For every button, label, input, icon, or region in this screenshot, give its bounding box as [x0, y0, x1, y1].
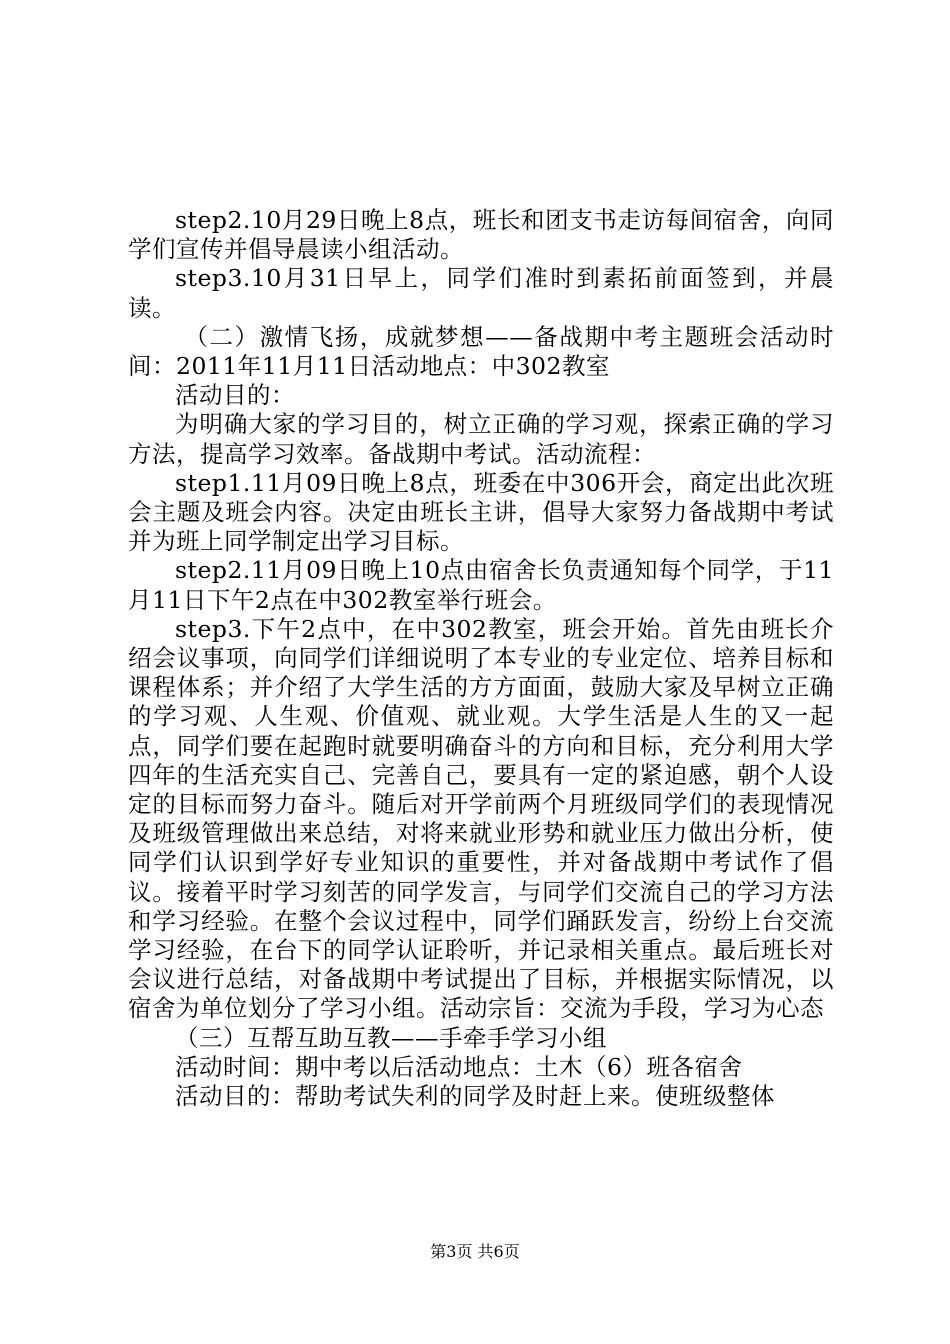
page-footer: 第3页 共6页: [430, 1242, 520, 1261]
paragraph-step3-meeting: step3.下午2点中，在中302教室，班会开始。首先由班长介绍会议事项，向同学们详细说明了本专业的专业定位、培养目标和课程体系；并介绍了大学生活的方方面面，鼓励大家及早树立正确的学习观、人生观、价值观、就业观。大学生活是人生的又一起点，同学们要在起跑时就要明确奋斗的方向和目标，充分利用大学四年的生活充实自己、完善自己，要具有一定的紧迫感，朝个人设定的目标而努力奋斗。随后对开学前两个月班级同学们的表现情况及班级管理做出来总结，对将来就业形势和就业压力做出分析，使同学们认识到学好专业知识的重要性，并对备战期中考试作了倡议。接着平时学习刻苦的同学发言，与同学们交流自己的学习方法和学习经验。在整个会议过程中，同学们踊跃发言，纷纷上台交流学习经验，在台下的同学认证聆听，并记录相关重点。最后班长对会议进行总结，对备战期中考试提出了目标，并根据实际情况，以宿舍为单位划分了学习小组。活动宗旨：交流为手段，学习为心态: [128, 614, 834, 1023]
paragraph-activity-purpose: 为明确大家的学习目的，树立正确的学习观，探索正确的学习方法，提高学习效率。备战期中考试。活动流程：: [128, 410, 834, 468]
paragraph-activity-purpose-label: 活动目的：: [175, 381, 295, 410]
paragraph-activity-goal: 活动目的：帮助考试失利的同学及时赶上来。使班级整体: [175, 1082, 775, 1111]
paragraph-step2-oct29: step2.10月29日晚上8点，班长和团支书走访每间宿舍，向同学们宣传并倡导晨读小组活动。: [128, 206, 834, 264]
paragraph-step3-oct31: step3.10月31日早上，同学们准时到素拓前面签到，并晨读。: [128, 264, 834, 322]
section-heading-3: （三）互帮互助互教——手牵手学习小组: [175, 1023, 607, 1052]
paragraph-activity-time-place: 活动时间：期中考以后活动地点：土木（6）班各宿舍: [175, 1052, 743, 1081]
paragraph-step1-nov09: step1.11月09日晚上8点，班委在中306开会，商定出此次班会主题及班会内容。决定由班长主讲，倡导大家努力备战期中考试并为班上同学制定出学习目标。: [128, 468, 834, 556]
document-body: [128, 206, 834, 1111]
paragraph-step2-nov09: step2.11月09日晚上10点由宿舍长负责通知每个同学，于11月11日下午2点在中302教室举行班会。: [128, 556, 834, 614]
section-heading-2: （二）激情飞扬，成就梦想——备战期中考主题班会活动时间：2011年11月11日活动地点：中302教室: [128, 322, 834, 381]
